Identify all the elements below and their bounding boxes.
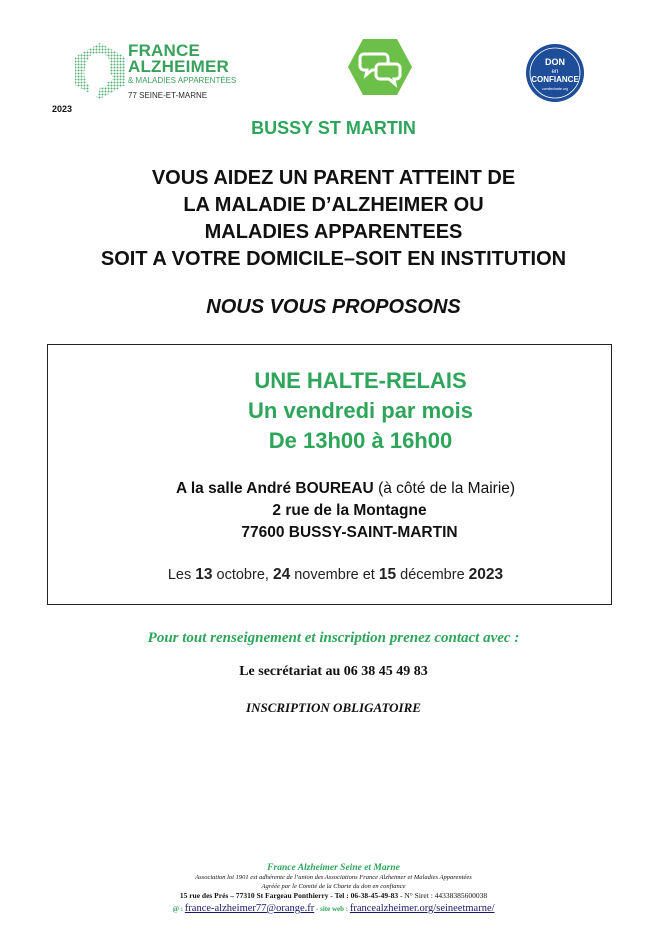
- footer-association: Association loi 1901 est adhérente de l’union des Associations France Alzheimer et Maladies Apparentées: [195, 874, 472, 881]
- france-alzheimer-logo: [74, 40, 244, 106]
- footer-agreement: Agréée par le Comité de la Charte du don en confiance: [261, 882, 406, 890]
- dates-text: octobre,: [212, 567, 273, 583]
- event-hours: De 13h00 à 16h00: [268, 428, 453, 453]
- date-day: 24: [272, 566, 291, 583]
- year-label: 2023: [52, 104, 73, 114]
- logo-fa-line1: FRANCE: [128, 41, 201, 60]
- website-link[interactable]: francealzheimer.org/seineetmarne/: [349, 903, 495, 914]
- inscription-notice: INSCRIPTION OBLIGATOIRE: [246, 700, 421, 715]
- don-en-confiance-seal: [525, 43, 585, 103]
- dates-text: novembre et: [290, 567, 379, 583]
- web-label: - site web :: [314, 905, 350, 913]
- email-label: @ :: [172, 905, 185, 913]
- event-box: [47, 344, 612, 605]
- event-frequency: Un vendredi par mois: [248, 398, 473, 423]
- don-line4: comitecharte.org: [541, 87, 569, 91]
- footer-links: [0, 902, 667, 916]
- date-day: 13: [195, 566, 213, 583]
- don-line2: en: [551, 69, 559, 75]
- venue-note: (à côté de la Mairie): [373, 480, 516, 497]
- event-title: UNE HALTE-RELAIS: [254, 368, 467, 393]
- date-day: 15: [378, 566, 397, 583]
- propose-heading: NOUS VOUS PROPOSONS: [206, 296, 461, 318]
- logo-fa-line4: 77 SEINE-ET-MARNE: [128, 91, 208, 100]
- footer-address: [0, 891, 667, 901]
- logo-fa-line2: ALZHEIMER: [128, 57, 229, 76]
- contact-info: Pour tout renseignement et inscription prenez contact avec :: [147, 630, 520, 646]
- speech-bubbles-hexagon-logo: [347, 38, 413, 96]
- town-address: 77600 BUSSY-SAINT-MARTIN: [241, 524, 458, 541]
- city-title: BUSSY ST MARTIN: [251, 118, 416, 138]
- don-en-confiance-icon: [525, 43, 585, 103]
- headline-line: LA MALADIE D’ALZHEIMER OU: [183, 194, 484, 216]
- headline-line: VOUS AIDEZ UN PARENT ATTEINT DE: [151, 167, 516, 189]
- don-line1: DON: [545, 57, 565, 67]
- headline-line: SOIT A VOTRE DOMICILE–SOIT EN INSTITUTION: [100, 248, 567, 270]
- venue-line: [63, 480, 628, 498]
- email-link[interactable]: france-alzheimer77@orange.fr: [184, 903, 315, 914]
- footer-address-text: 15 rue des Prés – 77310 St Fargeau Ponthierry - Tel : 06-38-45-49-83: [179, 891, 399, 900]
- logo-fa-line3: & MALADIES APPARENTÉES: [128, 76, 237, 85]
- speech-bubbles-icon: [347, 38, 413, 96]
- dates-year: 2023: [468, 566, 504, 583]
- secretariat-phone: Le secrétariat au 06 38 45 49 83: [239, 664, 428, 679]
- headline-line: MALADIES APPARENTEES: [204, 221, 463, 243]
- dates-text: décembre: [396, 567, 469, 583]
- street-address: 2 rue de la Montagne: [272, 502, 427, 519]
- france-alzheimer-logo-icon: [74, 42, 126, 100]
- footer: [0, 862, 667, 916]
- footer-siret: - N° Siret : 44338385600038: [398, 891, 488, 900]
- footer-org: France Alzheimer Seine et Marne: [267, 863, 400, 873]
- don-line3: CONFIANCE: [531, 75, 579, 84]
- dates-text: Les: [167, 567, 196, 583]
- venue-name: A la salle André BOUREAU: [175, 480, 374, 497]
- headline: [0, 165, 667, 273]
- event-dates: [53, 566, 618, 584]
